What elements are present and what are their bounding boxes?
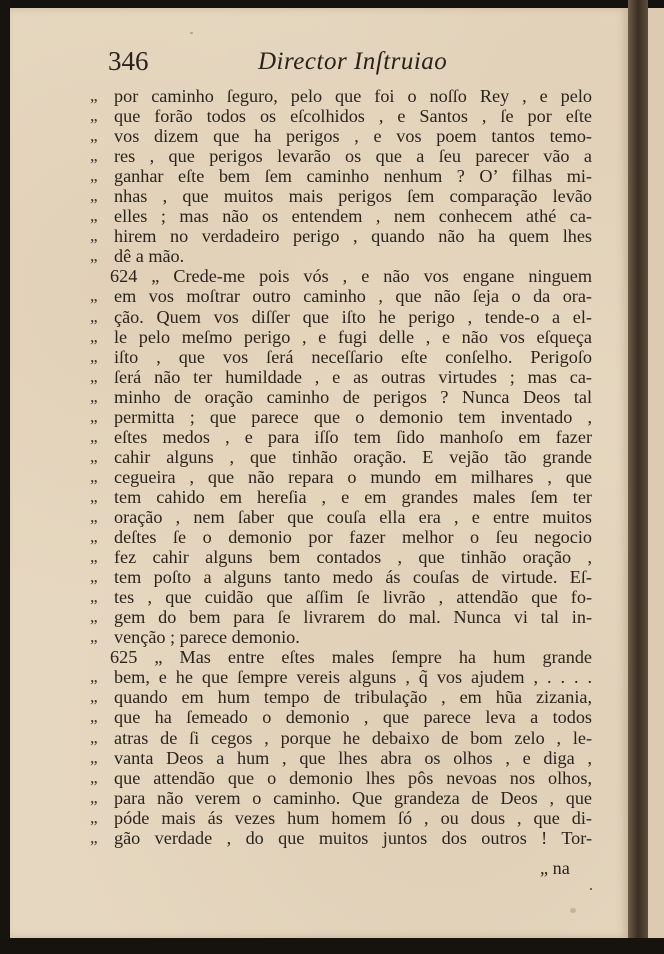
line-text: póde mais ás vezes hum homem ſó , ou dous , que di- — [114, 807, 592, 828]
text-line — [90, 146, 590, 166]
text-line — [90, 467, 590, 487]
paragraph-start-line — [90, 647, 590, 667]
line-text: dê a mão. — [114, 246, 185, 267]
line-text: que attendão que o demonio lhes pôs nevoas nos olhos, — [114, 767, 592, 788]
text-line — [90, 828, 590, 848]
quotation-mark: „ — [90, 246, 98, 266]
text-line — [90, 427, 590, 447]
quotation-mark: „ — [90, 146, 98, 166]
line-text: nhas , que muitos mais perigos ſem comparação levão — [114, 186, 592, 207]
quotation-mark: „ — [90, 787, 98, 807]
text-line — [90, 367, 590, 387]
quotation-mark: „ — [90, 587, 98, 607]
text-line — [90, 768, 590, 788]
text-line — [90, 567, 590, 587]
text-line — [90, 186, 590, 206]
quotation-mark: „ — [90, 446, 98, 466]
scan-top-border — [0, 0, 664, 8]
scan-bottom-border — [0, 938, 664, 954]
quotation-mark: „ — [90, 707, 98, 727]
text-line — [90, 808, 590, 828]
text-line — [90, 327, 590, 347]
quotation-mark: „ — [90, 406, 98, 426]
line-text: eſtes medos , e para iſſo tem ſido manhoſo em fazer — [114, 426, 592, 447]
line-text: 624 „ Crede-me pois vós , e não vos engane ninguem — [110, 266, 592, 287]
running-head — [108, 46, 588, 86]
text-line — [90, 307, 590, 327]
quotation-mark: „ — [90, 186, 98, 206]
line-text: hirem no verdadeiro perigo , quando não ha quem lhes — [114, 226, 592, 247]
quotation-mark: „ — [90, 106, 98, 126]
line-text: cahir alguns , que tinhão oração. E vejão tão grande — [114, 446, 592, 467]
book-gutter — [628, 0, 648, 954]
line-text: bem, e he que ſempre vereis alguns , q̃ vos ajudem , . . . . — [114, 667, 592, 688]
line-text: vos dizem que ha perigos , e vos poem tantos temo- — [114, 126, 592, 147]
text-line — [90, 687, 590, 707]
quotation-mark: „ — [90, 827, 98, 847]
line-text: cegueira , que não repara o mundo em milhares , que — [114, 466, 592, 487]
page-number: 346 — [108, 46, 149, 76]
line-text: ção. Quem vos diſſer que iſto he perigo , tende-o a el- — [114, 306, 592, 327]
text-line — [90, 547, 590, 567]
quotation-mark: „ — [90, 366, 98, 386]
text-line — [90, 286, 590, 306]
line-text: elles ; mas não os entendem , nem conhecem athé ca- — [114, 206, 592, 227]
text-line — [90, 126, 590, 146]
text-line — [90, 748, 590, 768]
paper-speck — [570, 908, 576, 913]
quotation-mark: „ — [90, 86, 98, 105]
text-line — [90, 387, 590, 407]
line-text: venção ; parece demonio. — [114, 627, 300, 648]
quotation-mark: „ — [90, 346, 98, 366]
quotation-mark: „ — [90, 527, 98, 547]
quotation-mark: „ — [90, 286, 98, 306]
text-line — [90, 447, 590, 467]
text-line — [90, 728, 590, 748]
line-text: le pelo meſmo perigo , e fugi delle , e não vos eſqueça — [114, 326, 592, 347]
paper-speck — [590, 888, 592, 890]
line-text: que forão todos os eſcolhidos , e Santos , ſe por eſte — [114, 106, 592, 127]
line-text: minho de oração caminho de perigos ? Nunca Deos tal — [114, 386, 592, 407]
line-text: gão verdade , do que muitos juntos dos outros ! Tor- — [114, 827, 592, 848]
text-line — [90, 707, 590, 727]
scan-left-border — [0, 0, 10, 954]
quotation-mark: „ — [90, 767, 98, 787]
text-line — [90, 587, 590, 607]
quotation-mark: „ — [90, 627, 98, 647]
quotation-mark: „ — [90, 426, 98, 446]
line-text: em vos moſtrar outro caminho , que não ſeja o da ora- — [114, 286, 592, 307]
quotation-mark: „ — [90, 466, 98, 486]
quotation-mark: „ — [90, 667, 98, 687]
paragraph-start-line — [90, 266, 590, 286]
text-line — [90, 347, 590, 367]
text-line — [90, 788, 590, 808]
text-line — [90, 487, 590, 507]
line-text: quando em hum tempo de tribulação , em hũa zizania, — [114, 687, 592, 708]
text-line — [90, 627, 590, 647]
line-text: ganhar eſte bem ſem caminho nenhum ? O’ filhas mi- — [114, 166, 592, 187]
quotation-mark: „ — [90, 547, 98, 567]
quotation-mark: „ — [90, 206, 98, 226]
line-text: atras de ſi cegos , porque he debaixo de bom zelo , le- — [114, 727, 592, 748]
paper-speck — [190, 32, 193, 34]
line-text: oração , nem ſaber que couſa ella era , e entre muitos — [114, 506, 592, 527]
quotation-mark: „ — [90, 126, 98, 146]
quotation-mark: „ — [90, 567, 98, 587]
line-text: iſto , que vos ſerá neceſſario eſte conſelho. Perigoſo — [114, 346, 592, 367]
text-line — [90, 166, 590, 186]
quotation-mark: „ — [90, 727, 98, 747]
line-text: ſerá não ter humildade , e as outras virtudes ; mas ca- — [114, 366, 592, 387]
quotation-mark: „ — [90, 807, 98, 827]
line-text: fez cahir alguns bem contados , que tinhão oração , — [114, 547, 592, 568]
line-text: tem cahido em hereſia , e em grandes males ſem ter — [114, 486, 592, 507]
quotation-mark: „ — [90, 326, 98, 346]
quotation-mark: „ — [90, 486, 98, 506]
quotation-mark: „ — [90, 306, 98, 326]
quotation-mark: „ — [90, 506, 98, 526]
text-line — [90, 206, 590, 226]
text-line — [90, 407, 590, 427]
quotation-mark: „ — [90, 607, 98, 627]
quotation-mark: „ — [90, 687, 98, 707]
text-line — [90, 667, 590, 687]
catchword: „ na — [540, 858, 570, 878]
running-title: Director Inſtruiao — [258, 48, 448, 75]
line-text: deſtes ſe o demonio por fazer melhor o ſeu negocio — [114, 527, 592, 548]
text-line — [90, 106, 590, 126]
line-text: que ha ſemeado o demonio , que parece leva a todos — [114, 707, 592, 728]
line-text: para não verem o caminho. Que grandeza de Deos , que — [114, 787, 592, 808]
text-line — [90, 607, 590, 627]
line-text: vanta Deos a hum , que lhes abra os olhos , e diga , — [114, 747, 592, 768]
line-text: tes , que cuidão que aſſim ſe livrão , attendão que fo- — [114, 587, 592, 608]
line-text: gem do bem para ſe livrarem do mal. Nunca vi tal in- — [114, 607, 592, 628]
line-text: tem poſto a alguns tanto medo ás couſas de virtude. Eſ- — [114, 567, 592, 588]
text-line — [90, 527, 590, 547]
quotation-mark: „ — [90, 747, 98, 767]
quotation-mark: „ — [90, 226, 98, 246]
text-line — [90, 226, 590, 246]
line-text: 625 „ Mas entre eſtes males ſempre ha hum grande — [110, 647, 592, 668]
line-text: por caminho ſeguro, pelo que foi o noſſo Rey , e pelo — [114, 86, 592, 106]
text-line — [90, 86, 590, 106]
text-line — [90, 246, 590, 266]
line-text: permitta ; que parece que o demonio tem inventado , — [114, 406, 592, 427]
facing-page-edge — [648, 8, 664, 938]
text-line — [90, 507, 590, 527]
quotation-mark: „ — [90, 386, 98, 406]
quotation-mark: „ — [90, 166, 98, 186]
body-text — [90, 86, 590, 848]
line-text: res , que perigos levarão os que a ſeu parecer vão a — [114, 146, 592, 167]
